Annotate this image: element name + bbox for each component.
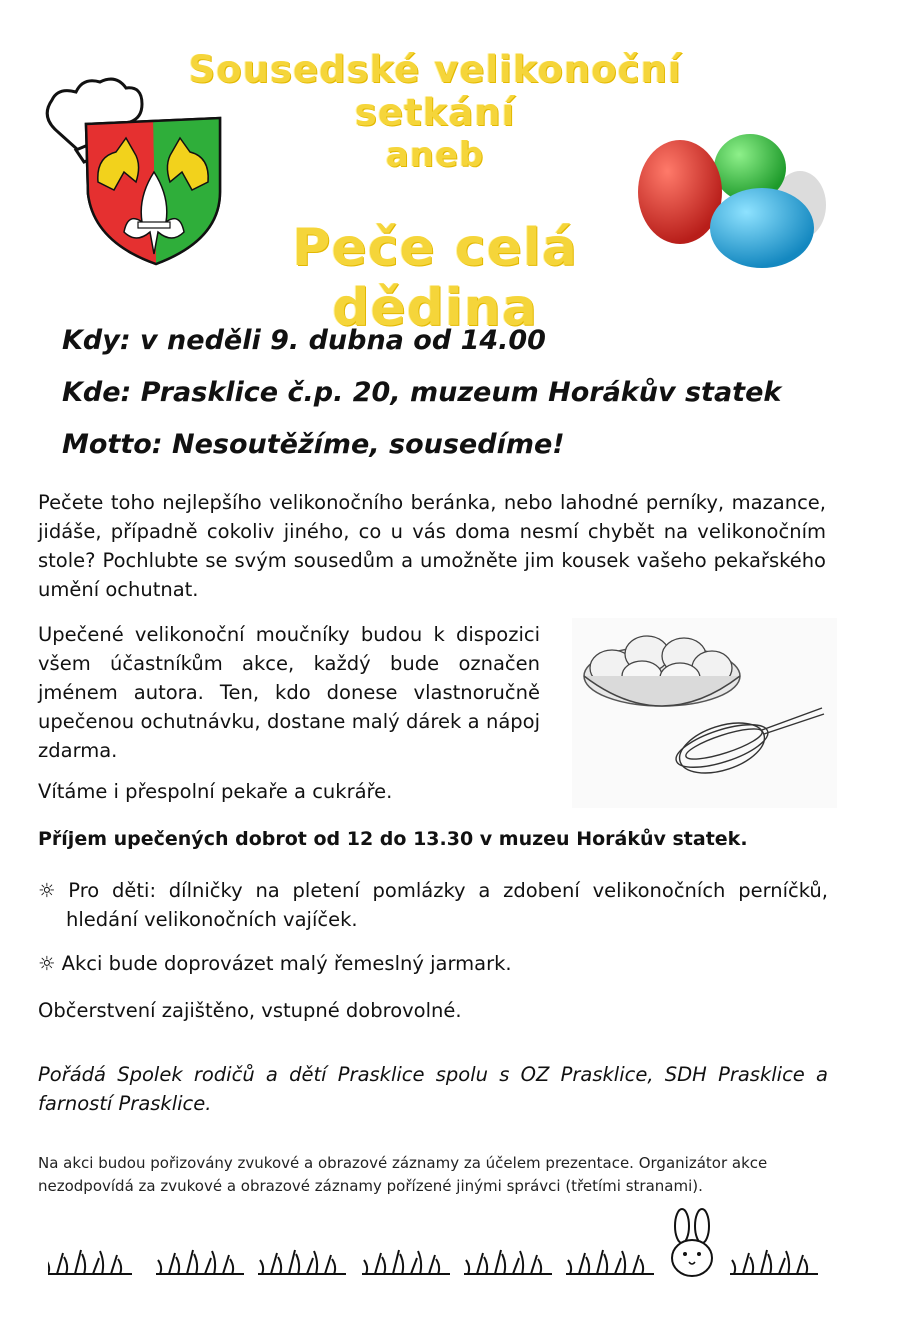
title-line-2: aneb xyxy=(385,135,485,175)
details-paragraph: Upečené velikonoční moučníky budou k dispozici všem účastníkům akce, každý bude označen jménem autora. Ten, kdo donese vlastnoručně upečenou ochutnávku, dostane malý dárek a nápoj zdarma. xyxy=(38,623,540,762)
grass-tuft xyxy=(48,1250,132,1274)
grass-icon xyxy=(48,1240,828,1280)
intro-paragraph: Pečete toho nejlepšího velikonočního beránka, nebo lahodné perníky, mazance, jidáše, případně cokoliv jiného, co u vás doma nesmí chybět na velikonočním stole? Pochlubte se svým sousedům a umožněte jim kousek vašeho pekařského umění ochutnat. xyxy=(38,491,826,601)
info-where: Kde: Prasklice č.p. 20, muzeum Horákův statek xyxy=(62,377,782,408)
grass-tuft xyxy=(464,1250,552,1274)
grass-tuft xyxy=(362,1250,450,1274)
grass-tuft xyxy=(156,1250,244,1274)
info-motto: Motto: Nesoutěžíme, sousedíme! xyxy=(62,429,565,460)
title-line-1: Sousedské velikonoční setkání xyxy=(188,48,682,134)
eggs-bowl-whisk-icon xyxy=(572,618,837,808)
collection-notice: Příjem upečených dobrot od 12 do 13.30 v muzeu Horákův statek. xyxy=(38,828,748,850)
organizer-text: Pořádá Spolek rodičů a dětí Prasklice spolu s OZ Prasklice, SDH Prasklice a farností Prasklice. xyxy=(38,1063,828,1115)
title-line-3: Peče celá dědina xyxy=(292,218,578,338)
grass-tuft xyxy=(730,1250,818,1274)
grass-tuft xyxy=(566,1250,654,1274)
bullet-market: ☼ Akci bude doprovázet malý řemeslný jarmark. xyxy=(38,952,512,975)
welcome-text: Vítáme i přespolní pekaře a cukráře. xyxy=(38,780,393,803)
refreshments-text: Občerstvení zajištěno, vstupné dobrovolné. xyxy=(38,999,462,1022)
disclaimer-text: Na akci budou pořizovány zvukové a obrazové záznamy za účelem prezentace. Organizátor akce nezodpovídá za zvukové a obrazové záznamy pořízené jinými správci (třetími stranami). xyxy=(38,1154,768,1195)
bullet-kids: ☼ Pro děti: dílničky na pletení pomlázky a zdobení velikonočních perníčků, hledání velikonočních vajíček. xyxy=(38,879,828,931)
info-when: Kdy: v neděli 9. dubna od 14.00 xyxy=(62,325,546,356)
grass-tuft xyxy=(258,1250,346,1274)
coat-of-arms-icon xyxy=(38,72,228,272)
easter-eggs-icon xyxy=(632,130,832,275)
